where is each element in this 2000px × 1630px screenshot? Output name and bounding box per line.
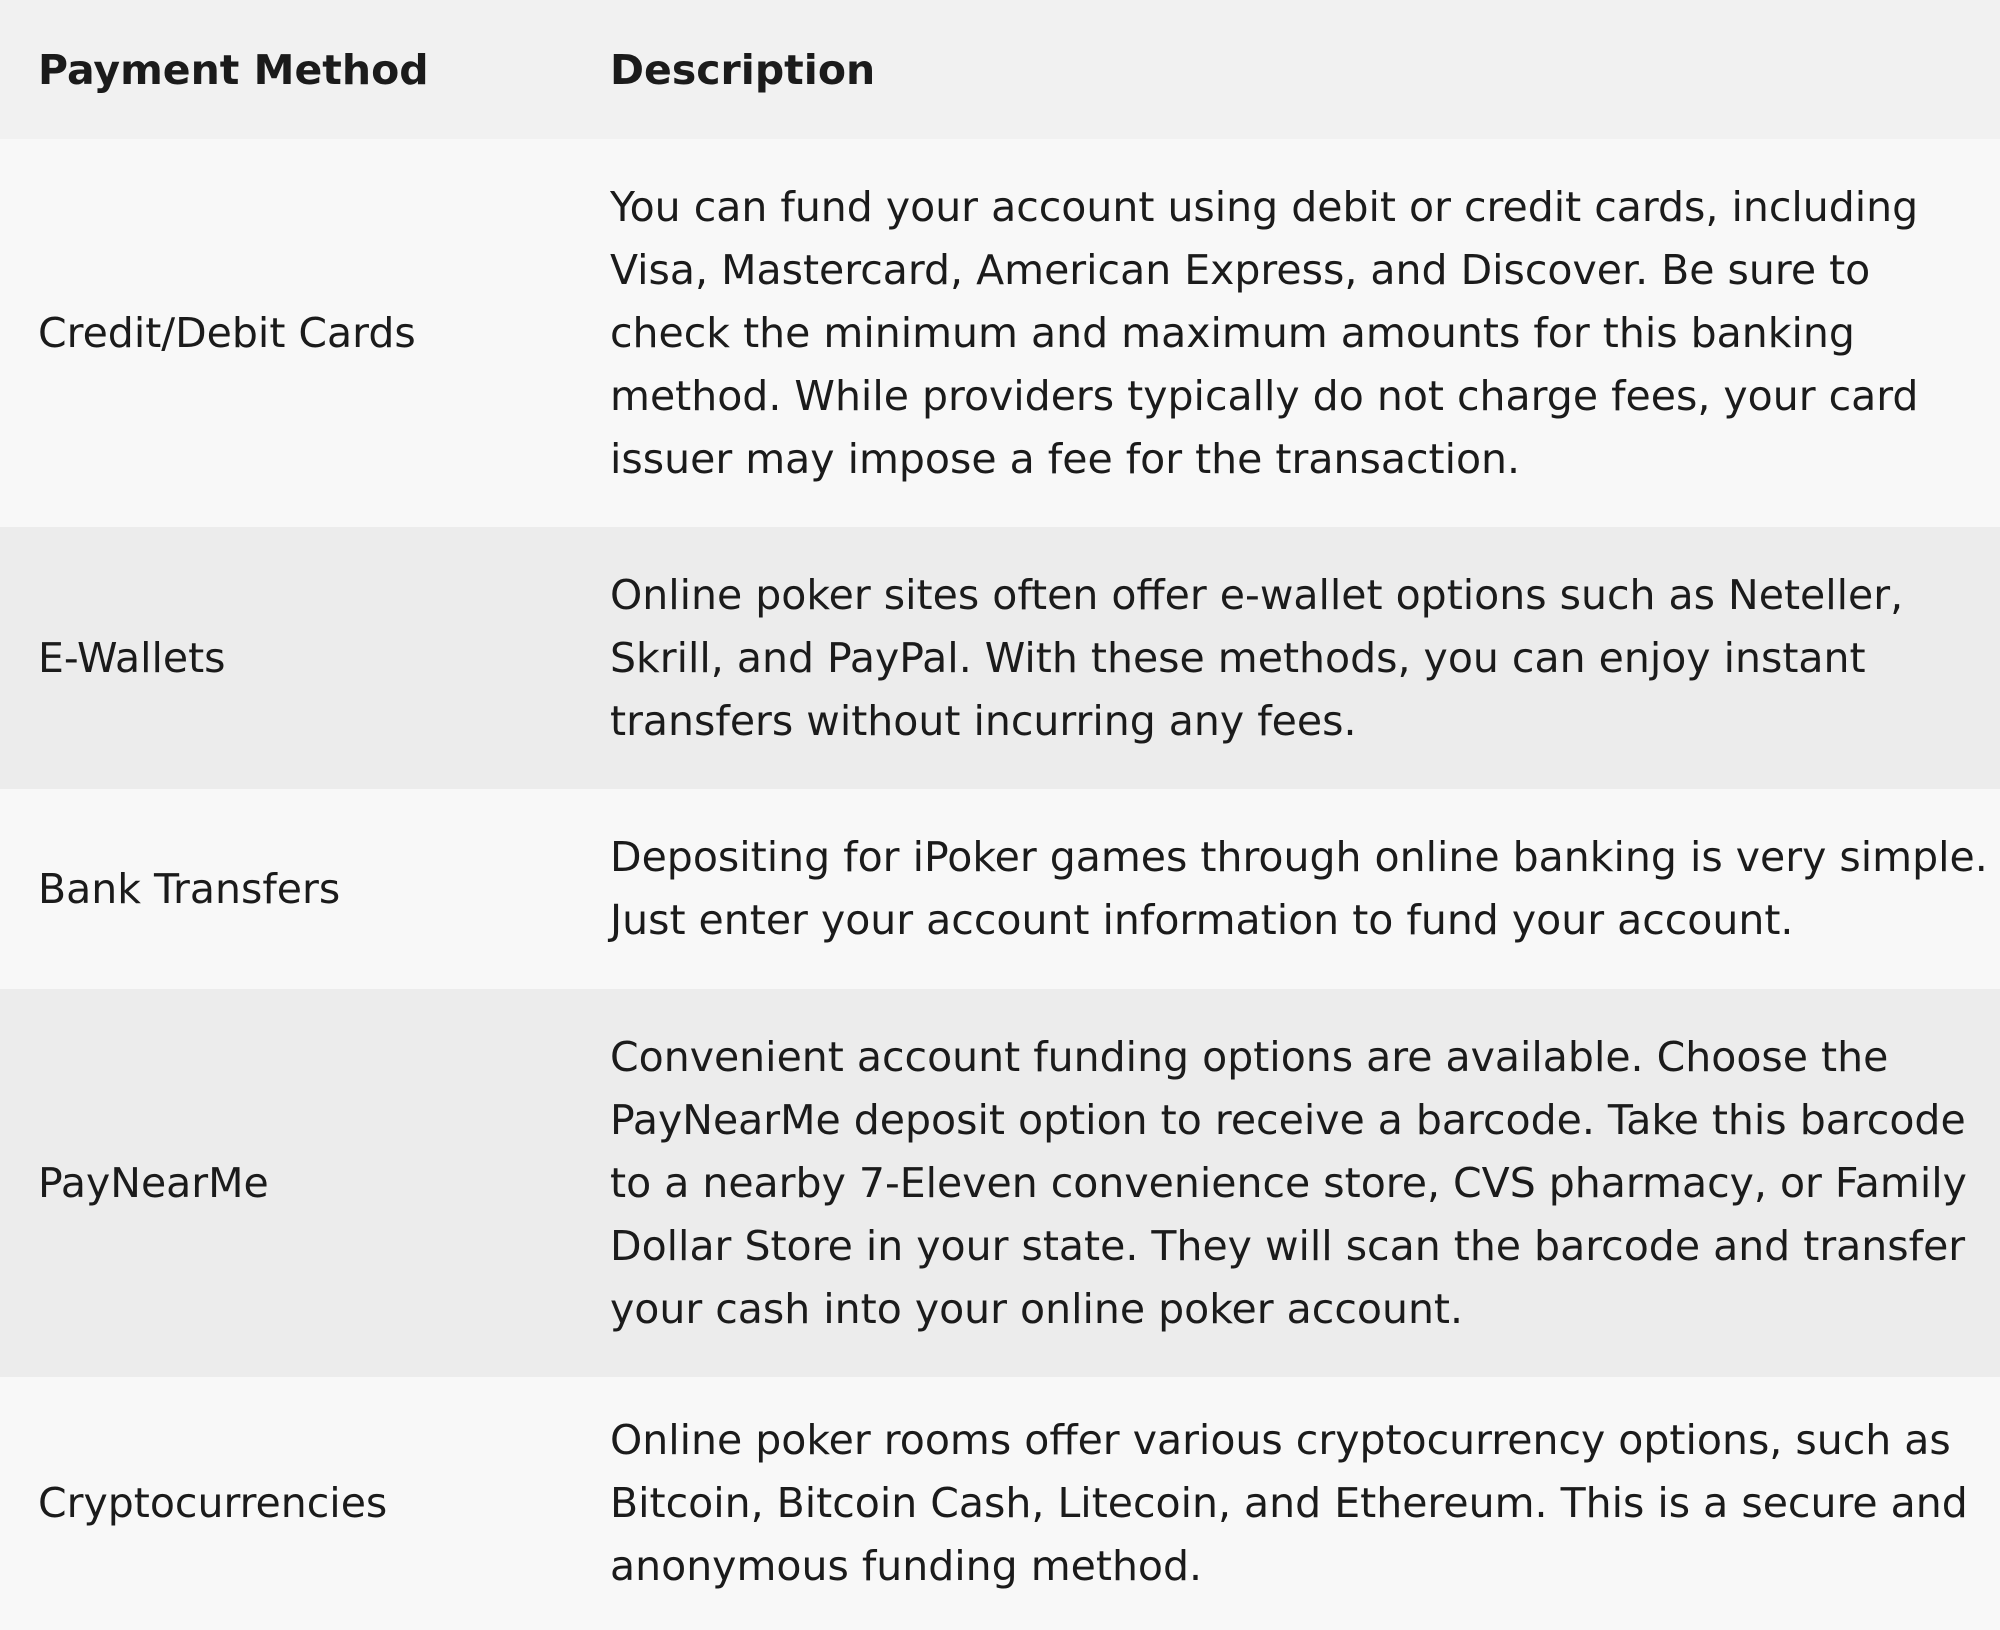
header-description: Description bbox=[610, 45, 876, 94]
header-row bbox=[0, 0, 2000, 139]
description-cell: Convenient account funding options are available. Choose the PayNearMe deposit option to receive a barcode. Take this barcode to a nearby 7-Eleven convenience store, CVS pharmacy, or Family Dollar Store in your state. They will scan the barcode and transfer your cash into your online poker account. bbox=[610, 1032, 1967, 1333]
description-cell: Online poker rooms offer various cryptocurrency options, such as Bitcoin, Bitcoin Cash, Litecoin, and Ethereum. This is a secure and anonymous funding method. bbox=[610, 1416, 1968, 1590]
table-body bbox=[0, 139, 2000, 1630]
table-header bbox=[0, 0, 2000, 139]
description-cell: You can fund your account using debit or credit cards, including Visa, Mastercard, American Express, and Discover. Be sure to check the minimum and maximum amounts for this banking method. While providers typically do not charge fees, your card issuer may impose a fee for the transaction. bbox=[610, 182, 1919, 483]
payment-method-cell: PayNearMe bbox=[38, 1158, 269, 1207]
description-cell: Depositing for iPoker games through online banking is very simple. Just enter your account information to fund your account. bbox=[610, 833, 1988, 944]
payment-method-cell: E-Wallets bbox=[38, 633, 226, 682]
header-payment-method: Payment Method bbox=[38, 45, 429, 94]
payment-method-cell: Credit/Debit Cards bbox=[38, 308, 416, 357]
table-row bbox=[0, 527, 2000, 789]
table-row bbox=[0, 789, 2000, 989]
payment-method-cell: Cryptocurrencies bbox=[38, 1479, 388, 1527]
table-row bbox=[0, 1377, 2000, 1630]
description-cell: Online poker sites often offer e-wallet options such as Neteller, Skrill, and PayPal. With these methods, you can enjoy instant transfers without incurring any fees. bbox=[610, 570, 1904, 745]
table-row bbox=[0, 139, 2000, 527]
payment-method-cell: Bank Transfers bbox=[38, 864, 341, 913]
table-row bbox=[0, 989, 2000, 1377]
